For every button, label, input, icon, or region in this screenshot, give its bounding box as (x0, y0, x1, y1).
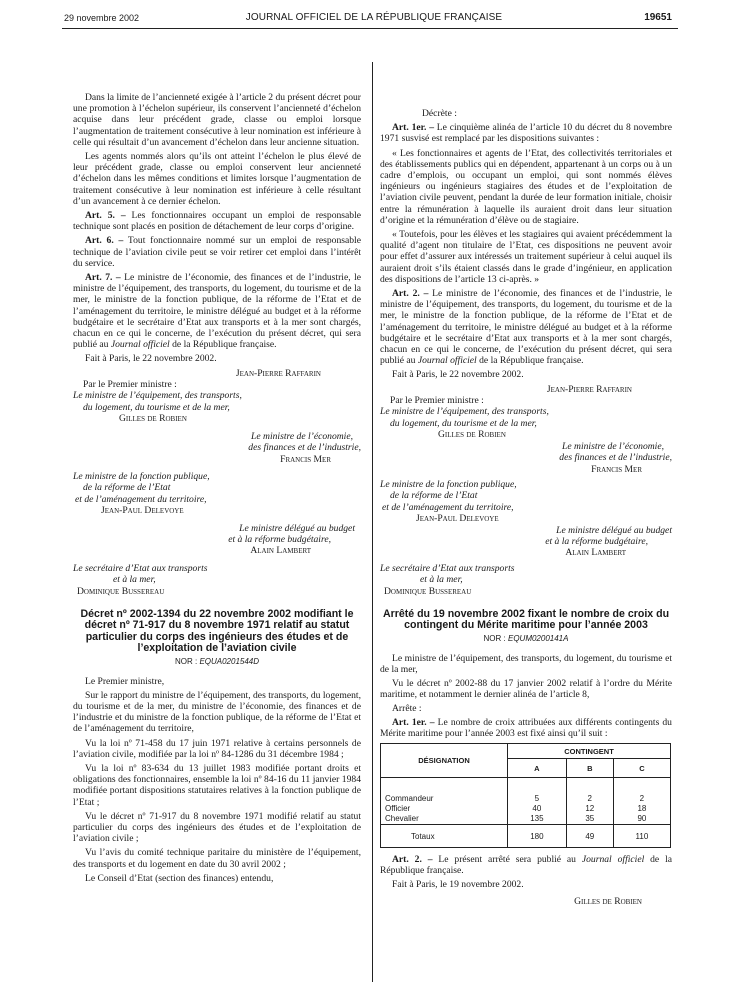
minister-title: et à la mer, (420, 574, 463, 586)
designation-cell (381, 778, 508, 825)
column-header-designation: DÉSIGNATION (381, 744, 508, 778)
cell-value: 40 (532, 804, 542, 813)
nor-label: NOR : (174, 656, 198, 666)
par-premier-ministre: Par le Premier ministre : (390, 395, 484, 407)
minister-title: Le ministre de la fonction publique, (380, 478, 517, 490)
article-2-arrete (380, 854, 672, 876)
paragraph: Les agents nommés alors qu’ils ont atteint l’échelon le plus élevé de leur précédent grade, classe ou emploi conservent leur ancienneté d’échelon dans les mêmes conditions et limites lorsque l’augmentation de traitement consécutive à leur nomination est inférieure à celle résultant d’un avancement à ce dernier échelon. (73, 151, 361, 207)
article-1-arrete (380, 717, 672, 739)
column-header-c: C (613, 759, 670, 778)
minister-name: Francis Mer (591, 463, 642, 475)
quoted-paragraph: « Toutefois, pour les élèves et les stagiaires qui avaient précédemment la qualité d’agent non titulaire de l’Etat, ces dispositions ne peuvent avoir pour effet d’assurer aux intéressés un traitement supérieur à celui auquel ils auraient droit s’ils étaient classés dans le grade d’ingénieur, en application des dispositions de l’article 13 ci-après. » (380, 229, 672, 285)
journal-officiel-text: Journal officiel (110, 339, 170, 351)
table-header-row (381, 744, 671, 759)
totals-label: Totaux (381, 825, 508, 848)
cell-value: 2 (639, 794, 645, 803)
paragraph: Le ministre de l’équipement, des transports, du logement, du tourisme et de la mer, (380, 652, 672, 675)
journal-officiel-text: Journal officiel (417, 355, 477, 367)
article-text: de la République française. (169, 339, 277, 351)
nor-reference (380, 634, 672, 643)
article-label: Art. 1er. – (392, 122, 434, 134)
journal-officiel-text: Journal officiel (581, 854, 645, 865)
visa: Le Conseil d’Etat (section des finances) entendu, (85, 872, 274, 884)
nor-reference (73, 657, 361, 666)
signatory-name: Gilles de Robien (574, 896, 642, 908)
minister-name: Dominique Bussereau (384, 585, 472, 597)
signature-date: Fait à Paris, le 22 novembre 2002. (392, 369, 524, 381)
cell-b (566, 778, 613, 825)
minister-title: et de l’aménagement du territoire, (75, 493, 207, 505)
article-label: Art. 7. – (85, 272, 121, 284)
article-label: Art. 6. – (85, 235, 124, 247)
signatory-pm: Jean-Pierre Raffarin (235, 367, 321, 379)
contingent-table (380, 743, 671, 848)
article-label: Art. 5. – (85, 210, 126, 222)
article-text: Le cinquième alinéa de l’article 10 du décret du 8 novembre 1971 susvisé est remplacé par les dispositions suivantes : (380, 122, 672, 145)
minister-title: des finances et de l’industrie, (248, 442, 361, 454)
column-header-b: B (566, 759, 613, 778)
arrete-title: Arrêté du 19 novembre 2002 fixant le nombre de croix du contingent du Mérite maritime pour l’année 2003 (382, 607, 670, 632)
paragraph: Dans la limite de l’ancienneté exigée à l’article 2 du présent décret pour une promotion à l’échelon supérieur, ils conservent l’ancienneté d’échelon acquise dans leur précédent grade, classe ou emploi lorsque l’augmentation de traitement consécutive à leur nomination est inférieure à celle qui résultait d’un avancement d’échelon dans leur ancienne situation. (73, 92, 361, 148)
minister-title: Le ministre de l’économie, (251, 430, 353, 442)
minister-title: du logement, du tourisme et de la mer, (390, 417, 537, 429)
left-column (73, 92, 361, 887)
minister-name: Jean-Paul Delevoye (416, 513, 499, 525)
minister-title: et à la réforme budgétaire, (545, 535, 648, 547)
cell-a (508, 778, 567, 825)
signatory-pm: Jean-Pierre Raffarin (546, 383, 632, 395)
column-header-contingent: CONTINGENT (508, 744, 671, 759)
minister-title: Le ministre délégué au budget (556, 524, 672, 536)
minister-title: Le ministre de l’équipement, des transports, (380, 406, 549, 418)
cell-value: 35 (585, 814, 595, 823)
arrete-heading: Arrête : (392, 702, 422, 714)
minister-title: et à la mer, (113, 574, 156, 586)
column-divider (372, 62, 373, 982)
minister-name: Gilles de Robien (119, 413, 187, 425)
article-text: Le ministre de l’économie, des finances et de l’industrie, le ministre de l’équipement, des transports, du logement, du tourisme et de la mer, le ministre de la fonction publique, de la réforme de l’Etat et de l’aménagement du territoire, le ministre délégué au budget et à la réforme budgétaire et le secrétaire d’Etat aux transports et à la mer sont chargés, chacun en ce qui le concerne, de l’exécution du présent décret, qui sera publié au (380, 288, 672, 367)
minister-title: Le ministre de l’équipement, des transports, (73, 390, 242, 402)
minister-title: Le secrétaire d’Etat aux transports (380, 562, 515, 574)
article-label: Art. 2. – (392, 288, 429, 300)
header-date: 29 novembre 2002 (64, 13, 140, 23)
decree-title: Décret nº 2002-1394 du 22 novembre 2002 modifiant le décret nº 71-917 du 8 novembre 1971 relatif au statut particulier du corps des ingénieurs des études et de l’exploitation de l’aviation civile (80, 607, 354, 655)
right-column (380, 108, 672, 907)
article-6 (73, 235, 361, 269)
article-text: Les fonctionnaires occupant un emploi de responsable technique sont placés en position de détachement de leur corps d’origine. (73, 210, 362, 233)
minister-title: des finances et de l’industrie, (559, 452, 672, 464)
row-label: Officier (385, 804, 411, 813)
column-header-a: A (508, 759, 567, 778)
article-label: Art. 1er. – (392, 717, 435, 728)
page-header (0, 0, 748, 30)
par-premier-ministre: Par le Premier ministre : (83, 379, 177, 391)
quoted-paragraph: « Les fonctionnaires et agents de l’Etat, des collectivités territoriales et des établissements publics qui en dépendent, appartenant à un corps ou à un cadre d’emplois, ou occupant un emploi, qui sont nommés élèves ingénieurs ou ingénieurs stagiaires des études et de l’exploitation de l’aviation civile peuvent, pendant la durée de leur formation initiale, choisir entre la rémunération à laquelle ils auraient droit dans leur situation d’origine et la rémunération d’élève ou de stagiaire. (380, 147, 672, 226)
article-5 (73, 210, 361, 232)
row-label: Chevalier (385, 814, 419, 823)
visa: Sur le rapport du ministre de l’équipement, des transports, du logement, du tourisme et de la mer, du ministre de l’économie, des finances et de l’industrie et du ministre de la fonction publique, de la réforme de l’Etat et de l’aménagement du territoire, (73, 689, 361, 735)
minister-title: de la réforme de l’Etat (83, 482, 171, 494)
article-7 (73, 272, 361, 350)
article-text: Le présent arrêté sera publié au (432, 854, 582, 865)
signatures-block (380, 384, 672, 597)
minister-title: Le secrétaire d’Etat aux transports (73, 562, 208, 574)
article-1 (380, 122, 672, 144)
visa: Vu l’avis du comité technique paritaire du ministère de l’équipement, des transports et du logement en date du 30 avril 2002 ; (73, 847, 361, 870)
minister-title: du logement, du tourisme et de la mer, (83, 401, 230, 413)
decrete-heading: Décrète : (422, 108, 457, 119)
visa: Vu la loi nº 83-634 du 13 juillet 1983 modifiée portant droits et obligations des fonctionnaires, ensemble la loi nº 84-16 du 11 janvier 1984 modifiée portant dispositions statutaires relatives à la fonction publique de l’Etat ; (73, 763, 361, 808)
total-c: 110 (613, 825, 670, 848)
minister-title: Le ministre de la fonction publique, (73, 470, 210, 482)
signature-date: Fait à Paris, le 22 novembre 2002. (85, 353, 217, 365)
nor-code: EQUM0200141A (507, 633, 569, 643)
cell-value: 90 (637, 814, 647, 823)
cell-value: 18 (637, 804, 647, 813)
article-2 (380, 288, 672, 366)
header-rule (62, 28, 678, 29)
cell-value: 2 (587, 794, 592, 803)
cell-value: 135 (530, 814, 544, 823)
minister-name: Jean-Paul Delevoye (101, 505, 184, 517)
table-body-row (381, 778, 671, 825)
minister-name: Alain Lambert (250, 545, 311, 557)
nor-label: NOR : (483, 633, 506, 643)
totals-row (381, 825, 671, 848)
total-a: 180 (508, 825, 567, 848)
article-text: Le ministre de l’économie, des finances et de l’industrie, le ministre de l’équipement, des transports, du logement, du tourisme et de la mer, le ministre de la fonction publique, de la réforme de l’Etat et de l’aménagement du territoire, le ministre délégué au budget et à la réforme budgétaire et le secrétaire d’Etat aux transports et à la mer sont chargés, chacun en ce qui le concerne, de l’exécution du présent décret, qui sera publié au (73, 272, 361, 351)
minister-name: Francis Mer (280, 453, 331, 465)
minister-title: Le ministre de l’économie, (562, 440, 664, 452)
article-text: Tout fonctionnaire nommé sur un emploi de responsable technique de l’aviation civile peut se voir retirer cet emploi dans l’intérêt du service. (73, 235, 361, 269)
minister-title: Le ministre délégué au budget (239, 522, 355, 534)
article-text: de la République française. (476, 355, 584, 367)
nor-code: EQUA0201544D (199, 656, 260, 666)
cell-value: 5 (534, 794, 540, 803)
article-label: Art. 2. – (392, 854, 433, 865)
cell-value: 12 (585, 804, 595, 813)
cell-c (613, 778, 670, 825)
visa: Vu le décret nº 71-917 du 8 novembre 1971 modifié relatif au statut particulier du corps des ingénieurs des études et de l’exploitation de l’aviation civile ; (73, 810, 361, 845)
signature-date: Fait à Paris, le 19 novembre 2002. (392, 879, 524, 890)
minister-name: Dominique Bussereau (77, 585, 165, 597)
visa: Vu la loi nº 71-458 du 17 juin 1971 relative à certains personnels de l’aviation civile, modifiée par la loi nº 84-1286 du 31 décembre 1984 ; (73, 737, 361, 760)
row-label: Commandeur (385, 794, 434, 803)
minister-name: Alain Lambert (565, 547, 626, 559)
journal-title: JOURNAL OFFICIEL DE LA RÉPUBLIQUE FRANÇAISE (245, 12, 503, 23)
total-b: 49 (566, 825, 613, 848)
signatures-block (73, 368, 361, 597)
article-text: de la République française. (380, 854, 672, 876)
minister-name: Gilles de Robien (438, 429, 506, 441)
page-number: 19651 (644, 12, 672, 23)
visa: Vu le décret nº 2002-88 du 17 janvier 2002 relatif à l’ordre du Mérite maritime, et notamment le dernier alinéa de l’article 8, (380, 677, 672, 700)
minister-title: et à la réforme budgétaire, (228, 533, 331, 545)
paragraph: Le Premier ministre, (85, 675, 165, 687)
article-text: Le nombre de croix attribuées aux différents contingents du Mérite maritime pour l’année 2003 est fixé ainsi qu’il suit : (380, 717, 672, 739)
minister-title: et de l’aménagement du territoire, (382, 501, 514, 513)
minister-title: de la réforme de l’Etat (390, 490, 478, 502)
